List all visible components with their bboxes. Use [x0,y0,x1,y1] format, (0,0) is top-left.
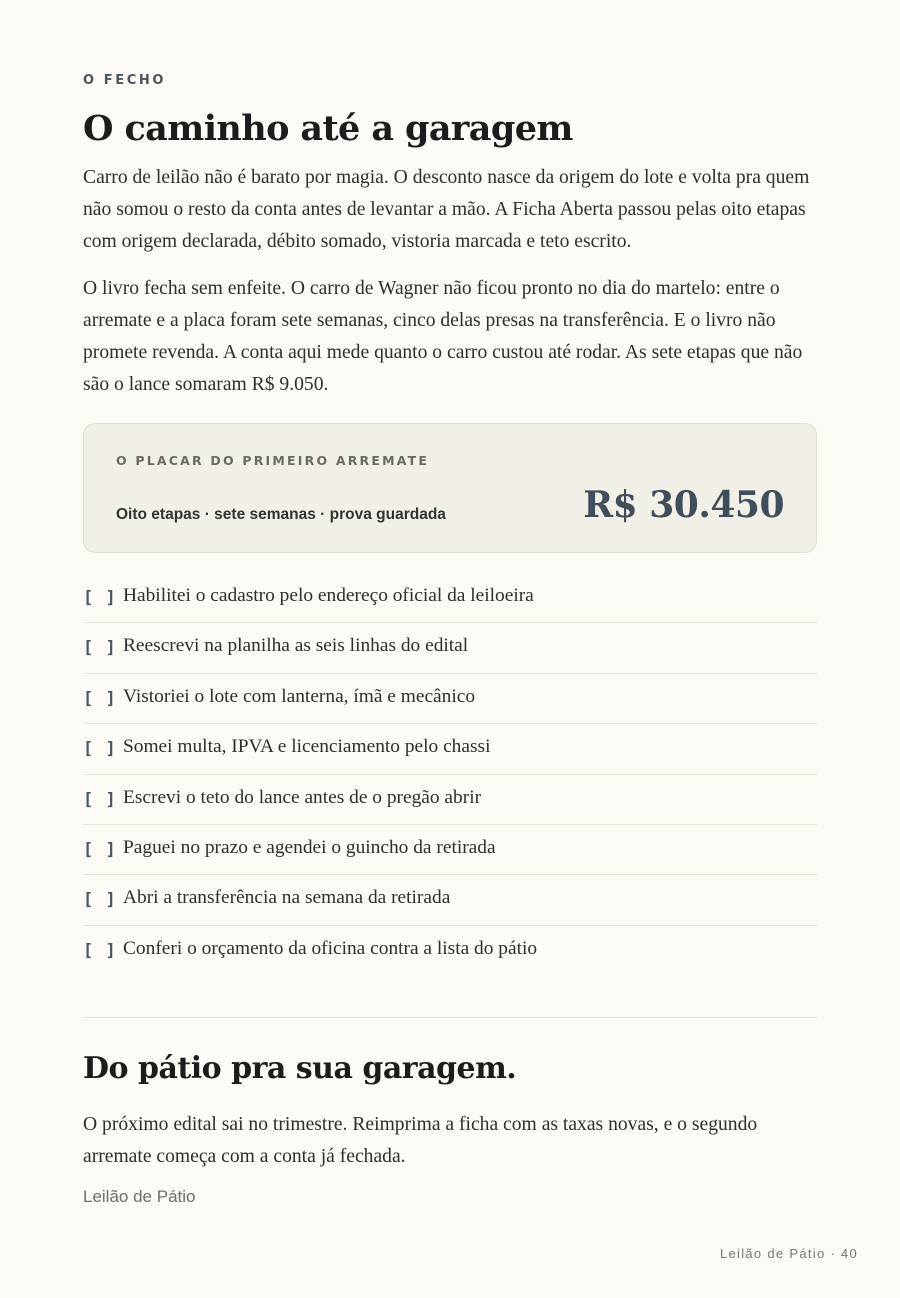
checklist-item-label: Escrevi o teto do lance antes de o pregão abrir [123,786,482,808]
page-footer-running-head: Leilão de Pátio · 40 [719,1246,858,1261]
checklist-item-label: Conferi o orçamento da oficina contra a lista do pátio [123,937,538,959]
checkbox-icon[interactable]: [ ] [83,839,117,860]
checklist-item-label: Habilitei o cadastro pelo endereço oficial da leiloeira [123,585,534,606]
checklist-item [83,875,817,925]
page-title: O caminho até a garagem [83,108,573,149]
checklist-item-label: Vistoriei o lote com lanterna, ímã e mecânico [123,685,476,707]
scorecard-total-value: R$ 30.450 [583,484,784,526]
checkbox-icon[interactable]: [ ] [83,890,117,911]
checkbox-icon[interactable]: [ ] [83,789,117,810]
summary-paragraph: O livro fecha sem enfeite. O carro de Wagner não ficou pronto no dia do martelo: entre o arremate e a placa foram sete semanas, cinco delas presas na transferência. E o livro não promete revenda. A conta aqui mede quanto o carro custou até rodar. As sete etapas que não são o lance somaram R$ 9.050. [83,278,803,395]
section-eyebrow: O FECHO [83,73,167,88]
scorecard-title: O PLACAR DO PRIMEIRO ARREMATE [116,453,430,468]
checklist-item [83,573,817,623]
closing-paragraph: O próximo edital sai no trimestre. Reimprima a ficha com as taxas novas, e o segundo arremate começa com a conta já fechada. [83,1114,758,1167]
checklist-item [83,825,817,875]
checklist-item [83,623,817,673]
checklist-item [83,775,817,825]
checklist-item-label: Abri a transferência na semana da retirada [123,887,451,909]
scorecard-box [83,423,817,553]
checklist-item [83,926,817,976]
closing-title: Do pátio pra sua garagem. [83,1051,517,1086]
checkbox-icon[interactable]: [ ] [83,739,117,760]
checkbox-icon[interactable]: [ ] [83,688,117,709]
checklist-item-label: Reescrevi na planilha as seis linhas do edital [123,635,469,657]
checklist-item-label: Paguei no prazo e agendei o guincho da retirada [123,836,496,858]
scorecard-subtitle: Oito etapas · sete semanas · prova guardada [116,506,446,523]
checklist [83,573,817,976]
intro-paragraph: Carro de leilão não é barato por magia. O desconto nasce da origem do lote e volta pra quem não somou o resto da conta antes de levantar a mão. A Ficha Aberta passou pelas oito etapas com origem declarada, débito somado, vistoria marcada e teto escrito. [83,167,810,252]
checklist-item [83,724,817,774]
checklist-item [83,674,817,724]
signature: Leilão de Pátio [83,1187,196,1206]
section-divider [83,1017,817,1018]
checkbox-icon[interactable]: [ ] [83,588,117,608]
checklist-item-label: Somei multa, IPVA e licenciamento pelo chassi [123,736,491,758]
checkbox-icon[interactable]: [ ] [83,940,117,961]
checkbox-icon[interactable]: [ ] [83,638,117,659]
